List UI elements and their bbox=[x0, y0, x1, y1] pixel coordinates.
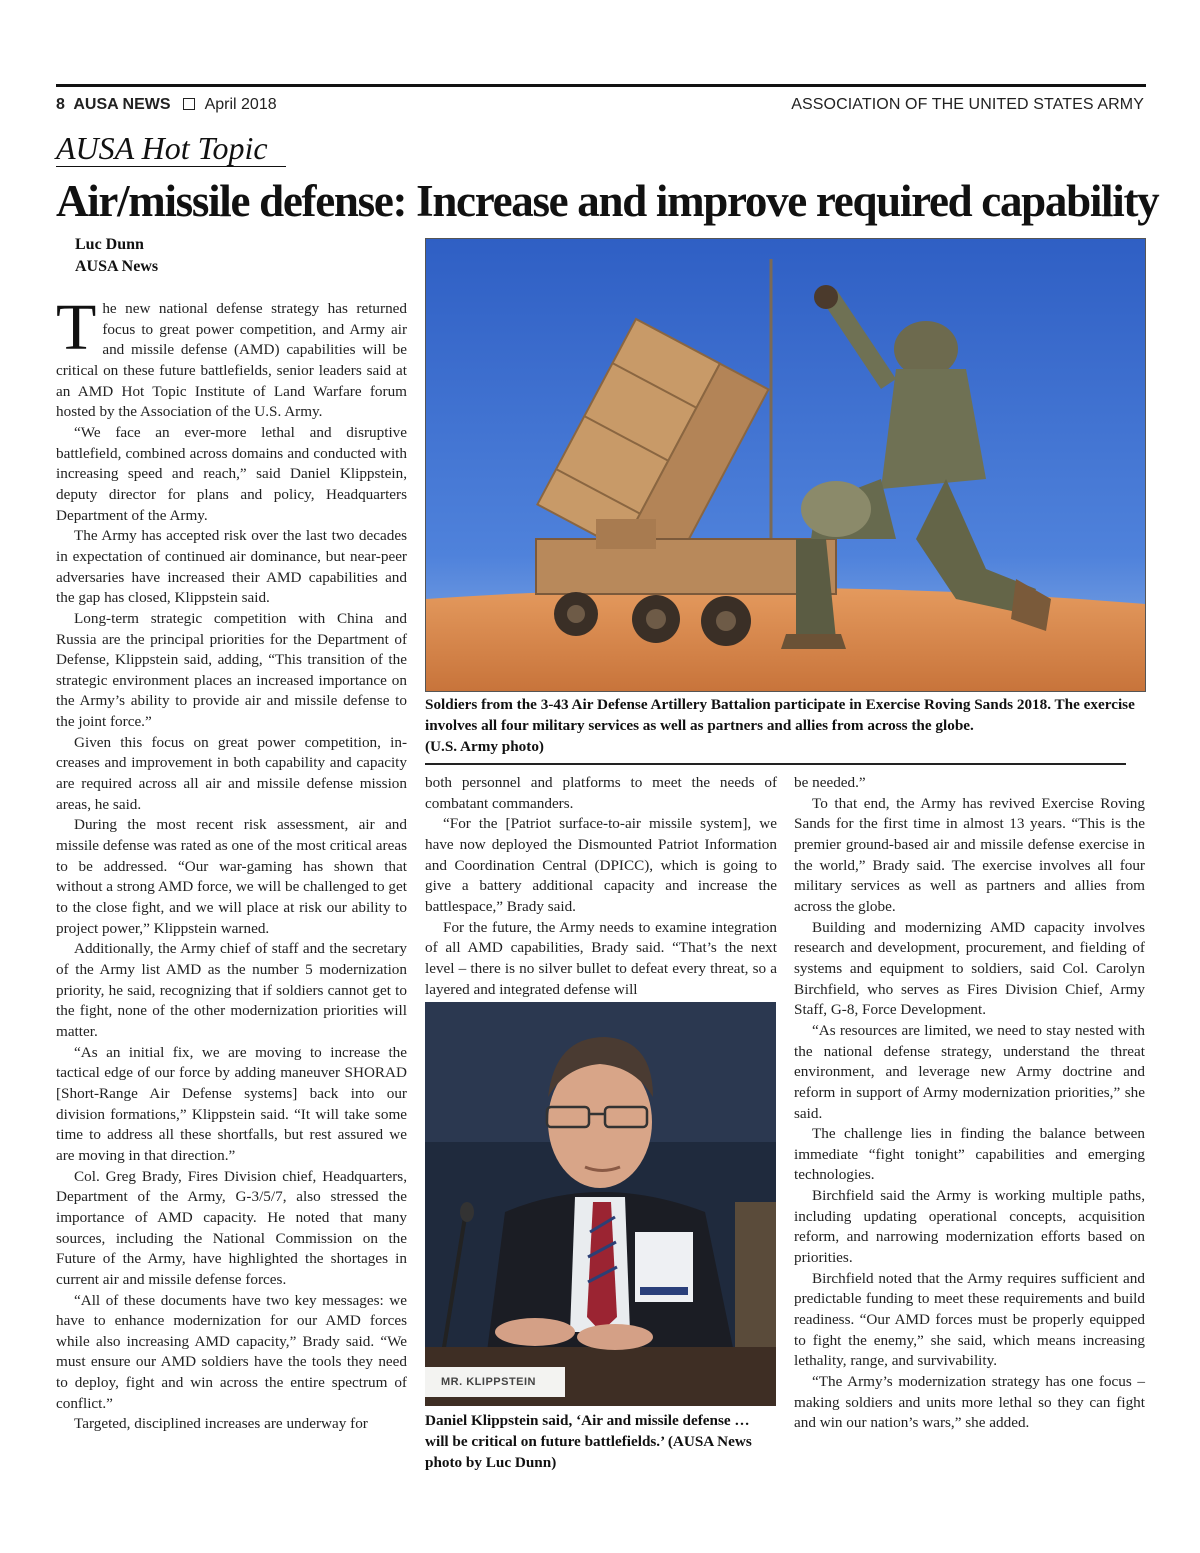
paragraph: “As an initial fix, we are moving to increase the tactical edge of our force by adding maneuver SHORAD [Short-Range Air Defense systems] back into our division formations,” Klippstein said. “It will take some time to address all these shortfalls, but rest assured we are moving in that direction.” bbox=[56, 1043, 407, 1164]
publication-name: AUSA NEWS bbox=[73, 96, 171, 113]
paragraph: both personnel and platforms to meet the needs of combatant commanders. bbox=[425, 774, 777, 812]
paragraph: The Army has accepted risk over the last two decades in expectation of continued air dominance, but near-peer adversaries have increased their AMD capabilities and the gap has closed, Klippstein said. bbox=[56, 527, 407, 607]
paragraph: To that end, the Army has revived Exercise Roving Sands for the first time in almost 13 years. “This is the premier ground-based air and missile defense exercise in the world,” Brady said. The exercise involves all four military services as well as partners and allies from across the globe. bbox=[794, 794, 1145, 915]
byline bbox=[75, 234, 158, 278]
page-number: 8 bbox=[56, 96, 65, 113]
byline-outlet: AUSA News bbox=[75, 258, 159, 275]
folio-left bbox=[56, 96, 277, 114]
main-photo-caption bbox=[425, 694, 1147, 757]
paragraph: Col. Greg Brady, Fires Division chief, Headquarters, Department of the Army, G-3/5/7, also stressed the importance of AMD capacity. He noted that many sources, including the National Commission on the Future of the Army, have highlighted the shortages in current air and missile defense forces. bbox=[56, 1167, 407, 1288]
main-photo-credit: (U.S. Army photo) bbox=[425, 738, 544, 755]
paragraph: During the most recent risk assessment, air and missile defense was rated as one of the most critical areas to be addressed. “Our war-gaming has shown that without a strong AMD force, we will be challenged to get to the close fight, and we will place at risk our ability to project power,” Klippstein warned. bbox=[56, 816, 407, 937]
paragraph: Additionally, the Army chief of staff and the secretary of the Army list AMD as the number 5 modernization priority, he said, recognizing that if soldiers cannot get to the fight, none of the other modernization priorities will matter. bbox=[56, 940, 407, 1040]
paragraph: For the future, the Army needs to examine integration of all AMD capabilities, Brady said. “That’s the next level – there is no silver bullet to defeat every threat, so a layered and integrated defense will bbox=[425, 918, 777, 998]
paragraph: “For the [Patriot surface-to-air missile system], we have now deployed the Dismounted Patriot Information and Coordination Central (DPICC), which is going to give a battery additional capacity and increase the battlespace,” Brady said. bbox=[425, 815, 777, 915]
paragraph: Birchfield noted that the Army requires sufficient and predictable funding to meet these requirements and build readiness. “Our AMD forces must be properly equipped to fight the enemy,” she said, which means increasing lethality, range, and survivability. bbox=[794, 1269, 1145, 1370]
byline-author: Luc Dunn bbox=[75, 236, 144, 253]
paragraph: Long-term strategic competition with China and Russia are the principal priorities for the Department of Defense, Klippstein said, adding, “This transition of the strategic environment places an increased importance on the Army’s ability to provide air and missile defense to the joint force.” bbox=[56, 609, 407, 731]
paragraph: Given this focus on great power competition, increases and improvement in both capability and capacity are required across all air and missile defense mission areas, he said. bbox=[56, 733, 407, 813]
article-column-1 bbox=[56, 291, 407, 1435]
paragraph: “All of these documents have two key messages: we have to enhance modernization for our AMD forces while also increasing AMD capacity,” Brady said. “We must ensure our AMD soldiers have the tools they need to deploy, fight and win across the entire spectrum of conflict.” bbox=[56, 1291, 407, 1412]
section-kicker: AUSA Hot Topic bbox=[56, 130, 286, 167]
masthead-rule bbox=[56, 84, 1146, 87]
article-column-3 bbox=[794, 773, 1145, 1434]
square-bullet-icon bbox=[183, 98, 195, 110]
main-photo-caption-text: Soldiers from the 3-43 Air Defense Artillery Battalion participate in Exercise Roving Sands 2018. The exercise involves all four military services as well as partners and allies from across the globe. bbox=[425, 696, 1135, 734]
nameplate-text: MR. KLIPPSTEIN bbox=[441, 1376, 537, 1388]
article-column-2 bbox=[425, 773, 777, 1000]
paragraph: Building and modernizing AMD capacity involves research and development, procurement, and fielding of systems and equipment to soldiers, said Col. Carolyn Birchfield, who serves as Fires Division Chief, Army Staff, G-8, Force Development. bbox=[794, 918, 1145, 1019]
headline: Air/missile defense: Increase and improve required capability bbox=[56, 176, 1159, 226]
organization-name: ASSOCIATION OF THE UNITED STATES ARMY bbox=[791, 96, 1144, 113]
paragraph: “We face an ever-more lethal and disruptive battlefield, combined across domains and conducted with increasing speed and reach,” said Daniel Klippstein, deputy director for plans and policy, Headquarters Department of the Army. bbox=[56, 423, 407, 524]
caption-rule bbox=[425, 763, 1126, 765]
paragraph: The new national defense strategy has returned focus to great power competition, and Army air and missile defense (AMD) capabilities will be critical on these future battlefields, senior leaders said at an AMD Hot Topic Institute of Land Warfare forum hosted by the Association of the U.S. Army. bbox=[56, 291, 407, 421]
paragraph: “As resources are limited, we need to stay nested with the national defense strategy, understand the threat environment, and leverage new Army doctrine and reform in support of Army modernization priorities,” she said. bbox=[794, 1021, 1145, 1122]
paragraph: Birchfield said the Army is working multiple paths, including updating operational concepts, acquisition reform, and narrowing modernization efforts based on priorities. bbox=[794, 1187, 1145, 1267]
portrait-photo-caption: Daniel Klippstein said, ‘Air and missile defense … will be critical on future battlefields.’ (AUSA News photo by Luc Dunn) bbox=[425, 1412, 752, 1471]
main-photo-patriot-launcher bbox=[425, 238, 1146, 692]
portrait-photo-klippstein bbox=[425, 1002, 776, 1406]
paragraph: Targeted, disciplined increases are underway for bbox=[74, 1415, 368, 1433]
drop-cap: T bbox=[56, 291, 97, 364]
paragraph: The challenge lies in finding the balance between immediate “fight tonight” capabilities and emerging technologies. bbox=[794, 1125, 1145, 1184]
paragraph: “The Army’s modernization strategy has one focus – making soldiers and units more lethal so they can fight and win our nation’s wars,” she added. bbox=[794, 1373, 1145, 1432]
paragraph: be needed.” bbox=[794, 774, 866, 791]
issue-date: April 2018 bbox=[204, 96, 277, 113]
